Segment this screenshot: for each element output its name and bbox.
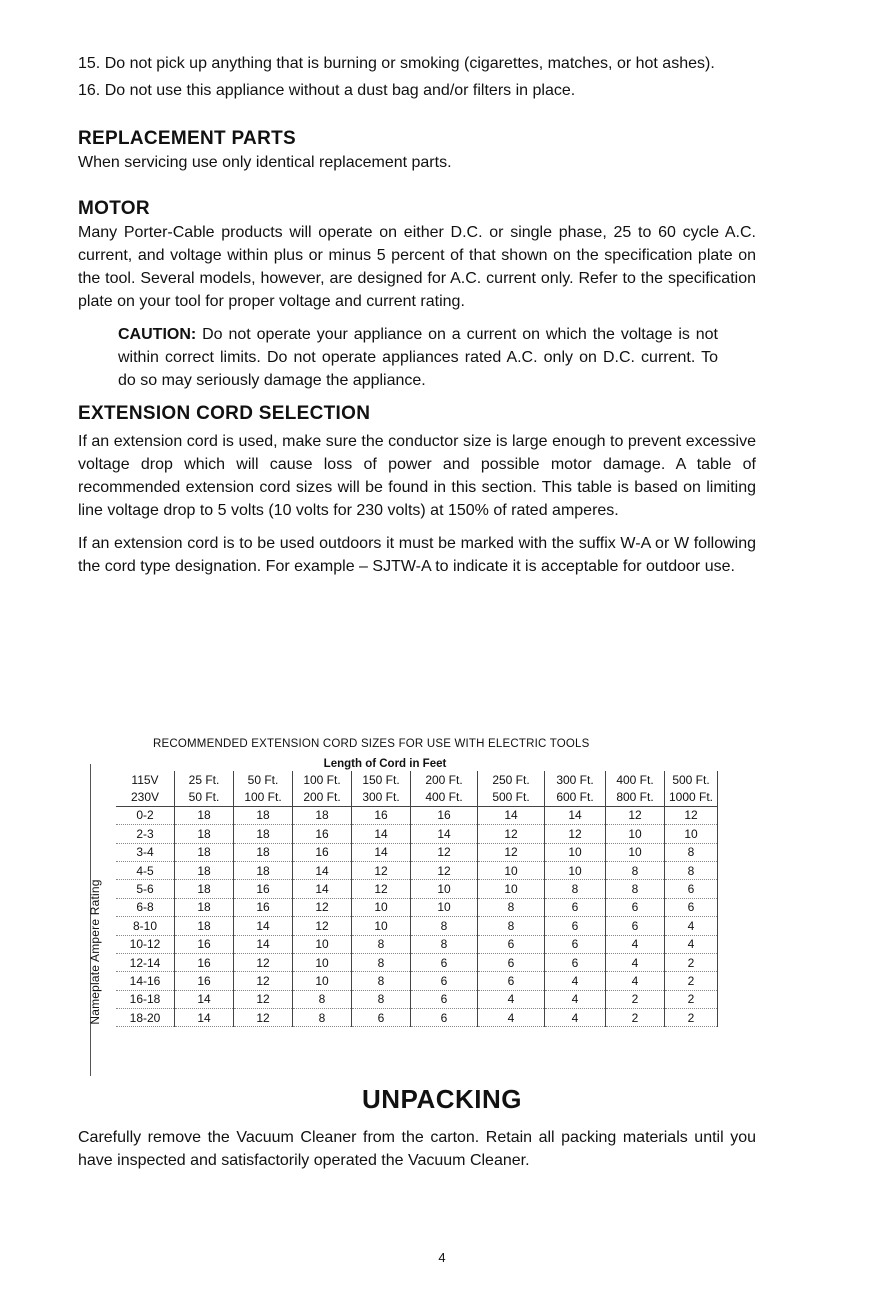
table-cell: 8 bbox=[293, 1009, 352, 1027]
table-row-label: 5-6 bbox=[116, 880, 175, 898]
table-cell: 12 bbox=[234, 972, 293, 990]
table-cell: 12 bbox=[411, 861, 478, 879]
table-cell: 18 bbox=[175, 917, 234, 935]
table-cell: 14 bbox=[293, 880, 352, 898]
motor-text: Many Porter-Cable products will operate on either D.C. or single phase, 25 to 60 cycle A.C. current, and voltage within plus or minus 5 percent of that shown on the specification plate on the tool. Several models, however, are designed for A.C. current only. Refer to the specification plate on your tool for proper voltage and current rating. bbox=[78, 224, 756, 310]
table-cell: 14 bbox=[293, 861, 352, 879]
table-cell: 4 bbox=[545, 990, 606, 1008]
table-cell: 6 bbox=[606, 898, 665, 916]
table-cell: 16 bbox=[352, 806, 411, 824]
table-cell: 18 bbox=[234, 806, 293, 824]
table-cell: 4 bbox=[545, 1009, 606, 1027]
table-cell: 50 Ft. bbox=[234, 771, 293, 788]
table-cell: 18 bbox=[234, 843, 293, 861]
table-row bbox=[116, 1009, 718, 1027]
replacement-parts-text: When servicing use only identical replacement parts. bbox=[78, 154, 452, 171]
table-row bbox=[116, 935, 718, 953]
table-row bbox=[116, 990, 718, 1008]
table-cell: 10 bbox=[411, 898, 478, 916]
table-row-label: 12-14 bbox=[116, 953, 175, 971]
table-cell: 4 bbox=[665, 917, 718, 935]
table-cell: 6 bbox=[411, 990, 478, 1008]
table-cell: 4 bbox=[606, 972, 665, 990]
table-row bbox=[116, 898, 718, 916]
table-cell: 6 bbox=[545, 953, 606, 971]
table-cell: 10 bbox=[545, 861, 606, 879]
table-cell: 10 bbox=[411, 880, 478, 898]
header-row-230v bbox=[116, 788, 718, 806]
table-cell: 14 bbox=[175, 990, 234, 1008]
table-cell: 18 bbox=[175, 861, 234, 879]
table-row-label: 16-18 bbox=[116, 990, 175, 1008]
instruction-item-16: 16. Do not use this appliance without a dust bag and/or filters in place. bbox=[78, 82, 576, 99]
table-row bbox=[116, 972, 718, 990]
table-cell: 8 bbox=[352, 953, 411, 971]
table-cell: 6 bbox=[411, 972, 478, 990]
table-cell: 400 Ft. bbox=[606, 771, 665, 788]
table-cell: 12 bbox=[352, 880, 411, 898]
table-cell: 12 bbox=[478, 843, 545, 861]
table-cell: 6 bbox=[478, 972, 545, 990]
table-cell: 25 Ft. bbox=[175, 771, 234, 788]
table-cell: 12 bbox=[293, 898, 352, 916]
table-cell: 14 bbox=[175, 1009, 234, 1027]
table-cell: 10 bbox=[478, 861, 545, 879]
table-row-label: 6-8 bbox=[116, 898, 175, 916]
table-cell: 12 bbox=[234, 1009, 293, 1027]
table-cell: 12 bbox=[234, 953, 293, 971]
table-cell: 18 bbox=[175, 806, 234, 824]
table-row-label: 14-16 bbox=[116, 972, 175, 990]
table-cell: 8 bbox=[545, 880, 606, 898]
table-cell: 8 bbox=[411, 935, 478, 953]
table-cell: 18 bbox=[175, 843, 234, 861]
table-cell: 250 Ft. bbox=[478, 771, 545, 788]
table-cell: 14 bbox=[478, 806, 545, 824]
spacer bbox=[478, 756, 718, 771]
unpacking-text: Carefully remove the Vacuum Cleaner from the carton. Retain all packing materials until you have inspected and satisfactorily operated the Vacuum Cleaner. bbox=[78, 1129, 756, 1169]
table-cell: 50 Ft. bbox=[175, 788, 234, 806]
table-cell: 8 bbox=[293, 990, 352, 1008]
table-cell: 14 bbox=[352, 825, 411, 843]
length-header-row bbox=[116, 756, 718, 771]
unpacking-heading: UNPACKING bbox=[361, 1084, 523, 1114]
table-cell: 1000 Ft. bbox=[665, 788, 718, 806]
table-row-label: 4-5 bbox=[116, 861, 175, 879]
ampere-rating-side-label: Nameplate Ampere Rating bbox=[88, 879, 102, 1025]
table-cell: 18 bbox=[293, 806, 352, 824]
table-cell: 150 Ft. bbox=[352, 771, 411, 788]
table-cell: 8 bbox=[665, 843, 718, 861]
table-row bbox=[116, 917, 718, 935]
table-cell: 16 bbox=[234, 898, 293, 916]
table-cell: 10 bbox=[293, 935, 352, 953]
table-cell: 16 bbox=[411, 806, 478, 824]
table-cell: 8 bbox=[478, 898, 545, 916]
table-cell: 500 Ft. bbox=[665, 771, 718, 788]
table-row bbox=[116, 953, 718, 971]
table-row bbox=[116, 806, 718, 824]
table-cell: 100 Ft. bbox=[234, 788, 293, 806]
length-of-cord-label: Length of Cord in Feet bbox=[323, 757, 447, 770]
motor-heading: MOTOR bbox=[78, 198, 150, 219]
table-cell: 4 bbox=[665, 935, 718, 953]
table-cell: 10 bbox=[352, 898, 411, 916]
table-cell: 6 bbox=[352, 1009, 411, 1027]
table-cell: 800 Ft. bbox=[606, 788, 665, 806]
table-cell: 16 bbox=[234, 880, 293, 898]
table-cell: 6 bbox=[545, 917, 606, 935]
table-cell: 500 Ft. bbox=[478, 788, 545, 806]
table-cell: 2 bbox=[665, 972, 718, 990]
table-caption: RECOMMENDED EXTENSION CORD SIZES FOR USE WITH ELECTRIC TOOLS bbox=[153, 738, 590, 750]
table-cell: 16 bbox=[175, 972, 234, 990]
table-row-label: 18-20 bbox=[116, 1009, 175, 1027]
table-cell: 18 bbox=[234, 861, 293, 879]
table-cell: 10 bbox=[293, 953, 352, 971]
table-cell: 8 bbox=[352, 972, 411, 990]
table-cell: 8 bbox=[411, 917, 478, 935]
table-row-label: 0-2 bbox=[116, 806, 175, 824]
table-cell: 18 bbox=[175, 880, 234, 898]
table-cell: 600 Ft. bbox=[545, 788, 606, 806]
table-cell: 4 bbox=[478, 990, 545, 1008]
table-row-label: 115V bbox=[116, 771, 175, 788]
page-number: 4 bbox=[438, 1250, 446, 1265]
extension-cord-para-2: If an extension cord is to be used outdoors it must be marked with the suffix W-A or W following the cord type designation. For example – SJTW-A to indicate it is acceptable for outdoor use. bbox=[78, 535, 756, 575]
table-cell: 2 bbox=[606, 1009, 665, 1027]
table-cell: 12 bbox=[545, 825, 606, 843]
table-cell: 12 bbox=[234, 990, 293, 1008]
table-cell: 18 bbox=[175, 898, 234, 916]
table-row-label: 10-12 bbox=[116, 935, 175, 953]
table-cell: 10 bbox=[545, 843, 606, 861]
table-cell: 300 Ft. bbox=[352, 788, 411, 806]
table-cell: 300 Ft. bbox=[545, 771, 606, 788]
table-cell: 2 bbox=[665, 953, 718, 971]
table-row-label: 230V bbox=[116, 788, 175, 806]
table-cell: 12 bbox=[478, 825, 545, 843]
table-cell: 12 bbox=[665, 806, 718, 824]
instruction-item-15: 15. Do not pick up anything that is burning or smoking (cigarettes, matches, or hot ashes). bbox=[78, 55, 715, 72]
table-cell: 8 bbox=[606, 861, 665, 879]
table-cell: 2 bbox=[665, 990, 718, 1008]
table-cell: 6 bbox=[665, 898, 718, 916]
table-cell: 10 bbox=[478, 880, 545, 898]
table-cell: 16 bbox=[175, 935, 234, 953]
table-cell: 12 bbox=[606, 806, 665, 824]
table-cell: 2 bbox=[606, 990, 665, 1008]
table-cell: 4 bbox=[545, 972, 606, 990]
table-cell: 6 bbox=[606, 917, 665, 935]
extension-cord-para-1: If an extension cord is used, make sure the conductor size is large enough to prevent excessive voltage drop which will cause loss of power and possible motor damage. A table of recommended extension cord sizes will be found in this section. This table is based on limiting line voltage drop to 5 volts (10 volts for 230 volts) at 150% of rated amperes. bbox=[78, 433, 756, 519]
spacer bbox=[116, 756, 293, 771]
table-cell: 100 Ft. bbox=[293, 771, 352, 788]
table-cell: 12 bbox=[352, 861, 411, 879]
table-cell: 14 bbox=[352, 843, 411, 861]
caution-note bbox=[118, 323, 718, 392]
table-cell: 6 bbox=[545, 935, 606, 953]
table-cell: 6 bbox=[545, 898, 606, 916]
table-row bbox=[116, 843, 718, 861]
table-cell: 6 bbox=[665, 880, 718, 898]
table-cell: 14 bbox=[411, 825, 478, 843]
table-cell: 10 bbox=[606, 825, 665, 843]
cord-size-table bbox=[116, 756, 718, 1027]
header-row-115v bbox=[116, 771, 718, 788]
table-cell: 400 Ft. bbox=[411, 788, 478, 806]
table-cell: 8 bbox=[352, 935, 411, 953]
extension-cord-heading: EXTENSION CORD SELECTION bbox=[78, 403, 371, 424]
caution-text: Do not operate your appliance on a current on which the voltage is not within correct limits. Do not operate appliances rated A.C. only on D.C. current. To do so may seriously damage the appliance. bbox=[118, 326, 718, 389]
table-cell: 6 bbox=[411, 1009, 478, 1027]
table-cell: 10 bbox=[352, 917, 411, 935]
table-row bbox=[116, 880, 718, 898]
replacement-parts-heading: REPLACEMENT PARTS bbox=[78, 128, 296, 149]
table-cell: 8 bbox=[665, 861, 718, 879]
table-cell: 4 bbox=[478, 1009, 545, 1027]
table-cell: 14 bbox=[234, 935, 293, 953]
caution-label: CAUTION: bbox=[118, 326, 197, 343]
table-cell: 6 bbox=[478, 953, 545, 971]
table-cell: 200 Ft. bbox=[411, 771, 478, 788]
page-body bbox=[78, 52, 756, 578]
table-cell: 6 bbox=[478, 935, 545, 953]
table-cell: 10 bbox=[293, 972, 352, 990]
table-cell: 10 bbox=[665, 825, 718, 843]
table-cell: 16 bbox=[293, 825, 352, 843]
table-cell: 18 bbox=[175, 825, 234, 843]
table-cell: 2 bbox=[665, 1009, 718, 1027]
table-cell: 14 bbox=[234, 917, 293, 935]
table-row bbox=[116, 825, 718, 843]
table-cell: 10 bbox=[606, 843, 665, 861]
table-cell: 200 Ft. bbox=[293, 788, 352, 806]
table-cell: 8 bbox=[606, 880, 665, 898]
table-cell: 16 bbox=[293, 843, 352, 861]
table-cell: 4 bbox=[606, 935, 665, 953]
table-cell: 14 bbox=[545, 806, 606, 824]
table-row bbox=[116, 861, 718, 879]
table-cell: 8 bbox=[478, 917, 545, 935]
table-row-label: 3-4 bbox=[116, 843, 175, 861]
table-row-label: 2-3 bbox=[116, 825, 175, 843]
table-cell: 8 bbox=[352, 990, 411, 1008]
table-cell: 6 bbox=[411, 953, 478, 971]
table-cell: 12 bbox=[411, 843, 478, 861]
table-cell: 18 bbox=[234, 825, 293, 843]
table-cell: 12 bbox=[293, 917, 352, 935]
table-cell: 16 bbox=[175, 953, 234, 971]
cord-size-table-wrap bbox=[90, 756, 738, 1076]
table-cell: 4 bbox=[606, 953, 665, 971]
table-row-label: 8-10 bbox=[116, 917, 175, 935]
